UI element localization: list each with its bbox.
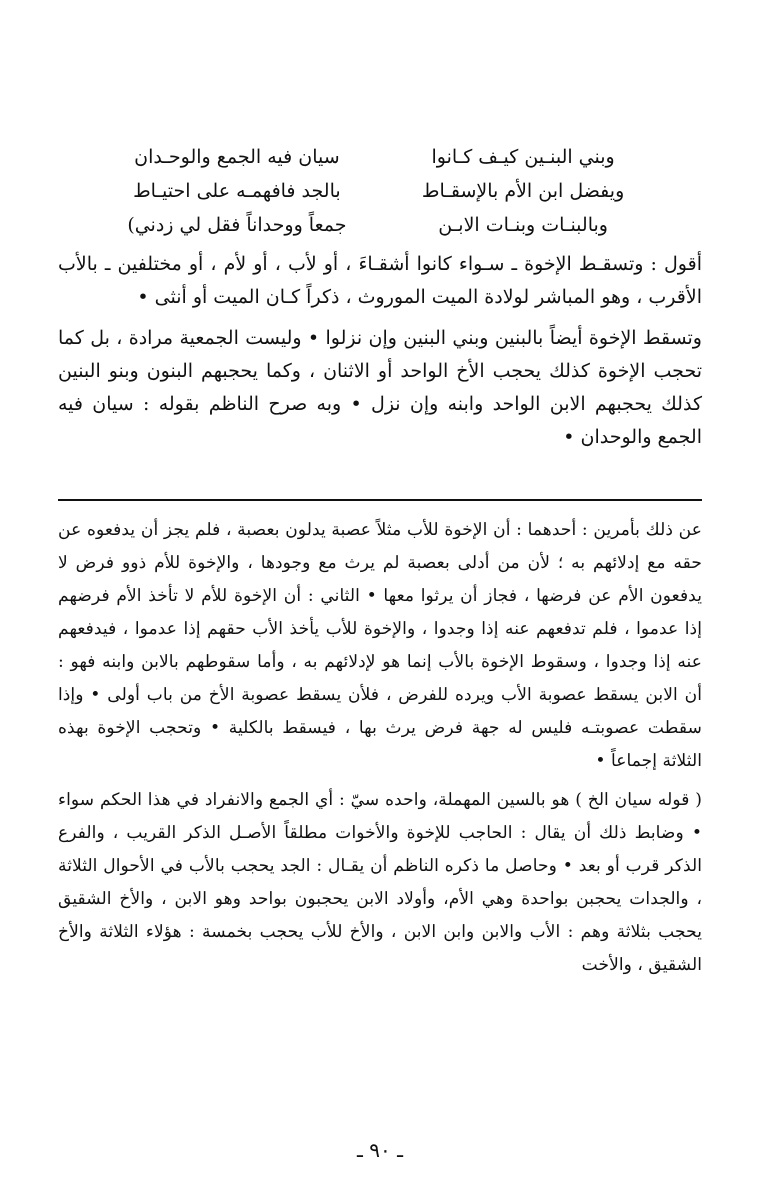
commentary-paragraph: وتسقط الإخوة أيضاً بالبنين وبني البنين وإن نزلوا • وليست الجمعية مرادة ، بل كما تحجب الإخوة كذلك يحجب الأخ الواحد أو الاثنان ، وكما يحجبهم البنون وبنو البنين كذلك يحجبهم الابن الواحد وابنه وإن نزل • وبه صرح الناظم بقوله : سيان فيه الجمع والوحدان • xyxy=(58,327,702,448)
poem-verse xyxy=(110,208,650,242)
verse-first-hemistich: وبني البنـين كيـف كـانوا xyxy=(431,146,615,168)
footnotes xyxy=(58,514,702,988)
footnote-divider xyxy=(58,499,702,501)
poem-verse xyxy=(110,174,650,208)
verse-first-hemistich: وبالبنـات وبنـات الابـن xyxy=(438,214,608,236)
verse-second-hemistich: سيان فيه الجمع والوحـدان xyxy=(134,146,340,168)
verse-second-hemistich: بالجد فافهمـه على احتيـاط xyxy=(133,180,341,202)
verse-first-hemistich: ويفضل ابن الأم بالإسقـاط xyxy=(421,180,625,202)
verse-second-hemistich: جمعاً ووحداناً فقل لي زدني) xyxy=(127,214,347,236)
footnote-paragraph: ( قوله سيان الخ ) هو بالسين المهملة، واحده سيّ : أي الجمع والانفراد في هذا الحكم سواء • وضابط ذلك أن يقال : الحاجب للإخوة والأخوات مطلقاً الأصـل الذكر القريب ، والفرع الذكر قرب أو بعد • وحاصل ما ذكره الناظم أن يقـال : الجد يحجب بالأب في الأحوال الثلاثة ، والجدات يحجبن بواحدة وهي الأم، وأولاد الابن يحجبون بواحد وهو الابن ، والأخ الشقيق يحجب بثلاثة وهم : الأب والابن وابن الابن ، والأخ للأب يحجب بخمسة : هؤلاء الثلاثة والأخ الشقيق ، والأخت xyxy=(58,790,702,975)
page-number: ـ ٩٠ ـ xyxy=(357,1138,403,1162)
commentary-paragraph: أقول : وتسقـط الإخوة ـ سـواء كانوا أشقـاءَ ، أو لأب ، أو لأم ، أو مختلفين ـ بالأب الأقرب ، وهو المباشر لولادة الميت الموروث ، ذكراً كـان الميت أو أنثى • xyxy=(58,253,702,308)
poem-verse xyxy=(110,140,650,174)
poem-verses xyxy=(110,140,650,242)
commentary-body xyxy=(58,248,702,462)
footnote-paragraph: عن ذلك بأمرين : أحدهما : أن الإخوة للأب مثلاً عصبة يدلون بعصبة ، فلم يجز أن يدفعوه عن حقه مع إدلائهم به ؛ لأن من أدلى بعصبة لم يرث مع وجودها ، والإخوة للأم ذوو فرض لا يدفعون الأم عن فرضها ، فجاز أن يرثوا معها • الثاني : أن الإخوة للأم لا تأخذ الأم فرضهم إذا عدموا ، فلم تدفعهم عنه إذا وجدوا ، والإخوة للأب يأخذ الأب حقهم إذا عدموا ، فيدفعهم عنه إذا وجدوا ، وسقوط الإخوة بالأب إنما هو لإدلائهم به ، وأما سقوطهم بالابن وابنه فهو : أن الابن يسقط عصوبة الأب ويرده للفرض ، فلأن يسقط عصوبة الأخ من باب أولى • وإذا سقطت عصوبتـه فليس له جهة فرض يرث بها ، فيسقط بالكلية • وتحجب الإخوة بهذه الثلاثة إجماعاً • xyxy=(58,520,702,771)
